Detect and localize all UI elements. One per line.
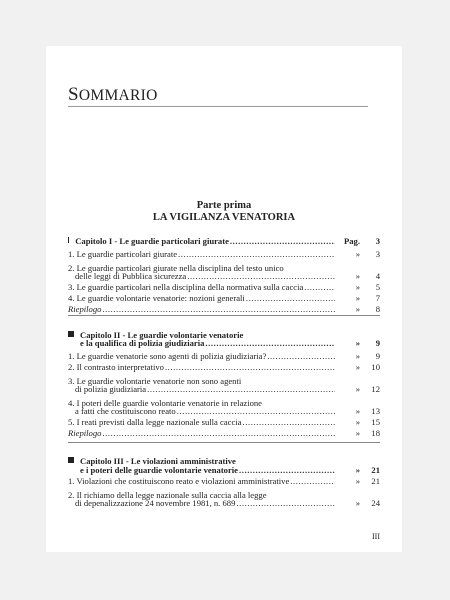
toc-row bbox=[68, 338, 380, 349]
leader-dots bbox=[236, 498, 335, 509]
page-marker: » bbox=[355, 282, 360, 292]
page-marker: » bbox=[355, 249, 360, 259]
toc-row bbox=[68, 293, 380, 304]
page-ref: 13 bbox=[371, 406, 380, 416]
page-ref: 24 bbox=[371, 498, 380, 508]
toc-row bbox=[68, 476, 380, 487]
toc-entry-text: di polizia giudiziaria bbox=[75, 384, 147, 394]
leader-dots bbox=[178, 249, 335, 260]
page-ref: 10 bbox=[371, 362, 380, 372]
toc-entry-text: a fatti che costituiscono reato bbox=[75, 406, 176, 416]
page-ref: 12 bbox=[371, 384, 380, 394]
toc-entry-text: Capitolo II - Le guardie volontarie venatorie bbox=[80, 330, 244, 340]
leader-dots bbox=[263, 395, 335, 406]
page-marker: » bbox=[355, 271, 360, 281]
page-number: III bbox=[372, 532, 380, 541]
toc-row bbox=[68, 271, 380, 282]
toc-entry-text: 4. Le guardie volontarie venatorie: nozioni generali bbox=[68, 293, 245, 303]
page-ref: 21 bbox=[371, 465, 380, 475]
page-marker: » bbox=[355, 362, 360, 372]
leader-dots bbox=[244, 327, 335, 338]
page-marker: » bbox=[355, 293, 360, 303]
toc-row bbox=[68, 487, 380, 498]
toc-row bbox=[68, 395, 380, 406]
toc-entry-text: 3. Le guardie volontarie venatorie non sono agenti bbox=[68, 376, 242, 386]
page-ref: 5 bbox=[375, 282, 380, 292]
leader-dots bbox=[239, 465, 335, 476]
leader-dots bbox=[242, 373, 335, 384]
square-bullet-icon bbox=[68, 457, 74, 463]
leader-dots bbox=[147, 384, 335, 395]
toc-entry-text: 2. Le guardie particolari giurate nella disciplina del testo unico bbox=[68, 263, 284, 273]
page-marker: » bbox=[355, 417, 360, 427]
page-marker: » bbox=[355, 406, 360, 416]
toc-entry-text: e la qualifica di polizia giudiziaria bbox=[80, 338, 205, 348]
toc-entry-text: 1. Violazioni che costituiscono reato e violazioni amministrative bbox=[68, 476, 290, 486]
leader-dots bbox=[285, 260, 335, 271]
leader-dots bbox=[177, 406, 335, 417]
toc-row bbox=[68, 406, 380, 417]
leader-dots bbox=[230, 236, 335, 247]
page-ref: 8 bbox=[375, 304, 380, 314]
toc-row bbox=[68, 249, 380, 260]
leader-dots bbox=[267, 351, 335, 362]
page-ref: 18 bbox=[371, 428, 380, 438]
toc-entry-text: Riepilogo bbox=[68, 304, 102, 314]
leader-dots bbox=[246, 293, 335, 304]
page-marker: » bbox=[355, 465, 360, 475]
leader-dots bbox=[242, 417, 335, 428]
toc-row bbox=[68, 498, 380, 509]
leader-dots bbox=[268, 487, 335, 498]
toc-entry-text: 2. Il contrasto interpretativo bbox=[68, 362, 164, 372]
page-ref: 21 bbox=[371, 476, 380, 486]
square-bullet-icon bbox=[68, 331, 74, 337]
page-title bbox=[68, 84, 158, 106]
page-ref: 7 bbox=[375, 293, 380, 303]
toc-entry-text: di depenalizzazione 24 novembre 1981, n. 689 bbox=[75, 498, 236, 508]
page-ref: 15 bbox=[371, 417, 380, 427]
part-title: LA VIGILANZA VENATORIA bbox=[152, 212, 296, 223]
toc-entry-text: delle leggi di Pubblica sicurezza bbox=[75, 271, 187, 281]
part-label: Parte prima bbox=[196, 200, 252, 211]
page-marker: » bbox=[355, 498, 360, 508]
toc-entry-text: 4. I poteri delle guardie volontarie venatorie in relazione bbox=[68, 398, 262, 408]
toc-row bbox=[68, 465, 380, 476]
toc-row bbox=[68, 362, 380, 373]
toc-row bbox=[68, 304, 380, 315]
leader-dots bbox=[187, 271, 335, 282]
leader-dots bbox=[165, 362, 335, 373]
toc-entry-text: Capitolo III - Le violazioni amministrative bbox=[80, 456, 236, 466]
document-page bbox=[46, 46, 402, 552]
leader-dots bbox=[290, 476, 335, 487]
section-separator bbox=[68, 442, 380, 443]
page-marker: » bbox=[355, 351, 360, 361]
page-ref: 4 bbox=[375, 271, 380, 281]
toc-entry-text: 1. Le guardie particolari giurate bbox=[68, 249, 178, 259]
toc-entry-text: 2. Il richiamo della legge nazionale sulla caccia alla legge bbox=[68, 490, 267, 500]
leader-dots bbox=[102, 428, 335, 439]
page-marker: » bbox=[355, 338, 360, 348]
toc-entry-text: Capitolo I - Le guardie particolari giurate bbox=[75, 236, 229, 246]
page-marker: » bbox=[355, 304, 360, 314]
toc-row bbox=[68, 417, 380, 428]
leader-dots bbox=[237, 453, 335, 464]
title-rule bbox=[68, 106, 368, 107]
toc-entry-text: 3. Le guardie particolari nella disciplina della normativa sulla caccia bbox=[68, 282, 304, 292]
toc-row bbox=[68, 282, 380, 293]
toc-entry-text: 5. I reati previsti dalla legge nazionale sulla caccia bbox=[68, 417, 242, 427]
toc-row bbox=[68, 453, 380, 464]
title-initial: S bbox=[68, 84, 79, 105]
page-ref: 3 bbox=[375, 249, 380, 259]
toc-entry-text: Riepilogo bbox=[68, 428, 102, 438]
toc-row bbox=[68, 384, 380, 395]
page-marker: » bbox=[355, 476, 360, 486]
page-marker: Pag. bbox=[344, 236, 360, 246]
toc-row bbox=[68, 327, 380, 338]
title-rest: OMMARIO bbox=[78, 87, 158, 104]
toc-entry-text: e i poteri delle guardie volontarie venatorie bbox=[80, 465, 238, 475]
leader-dots bbox=[304, 282, 335, 293]
page-ref: 9 bbox=[375, 338, 380, 348]
toc-row bbox=[68, 428, 380, 439]
toc-row bbox=[68, 236, 380, 247]
leader-dots bbox=[102, 304, 335, 315]
page-marker: » bbox=[355, 428, 360, 438]
page-marker: » bbox=[355, 384, 360, 394]
toc-row bbox=[68, 260, 380, 271]
toc-entry-text: 1. Le guardie venatorie sono agenti di polizia giudiziaria? bbox=[68, 351, 267, 361]
section-separator bbox=[68, 315, 380, 316]
square-bullet-icon bbox=[68, 237, 69, 243]
page-ref: 3 bbox=[375, 236, 380, 246]
toc-row bbox=[68, 351, 380, 362]
page-ref: 9 bbox=[375, 351, 380, 361]
toc-row bbox=[68, 373, 380, 384]
leader-dots bbox=[205, 338, 335, 349]
